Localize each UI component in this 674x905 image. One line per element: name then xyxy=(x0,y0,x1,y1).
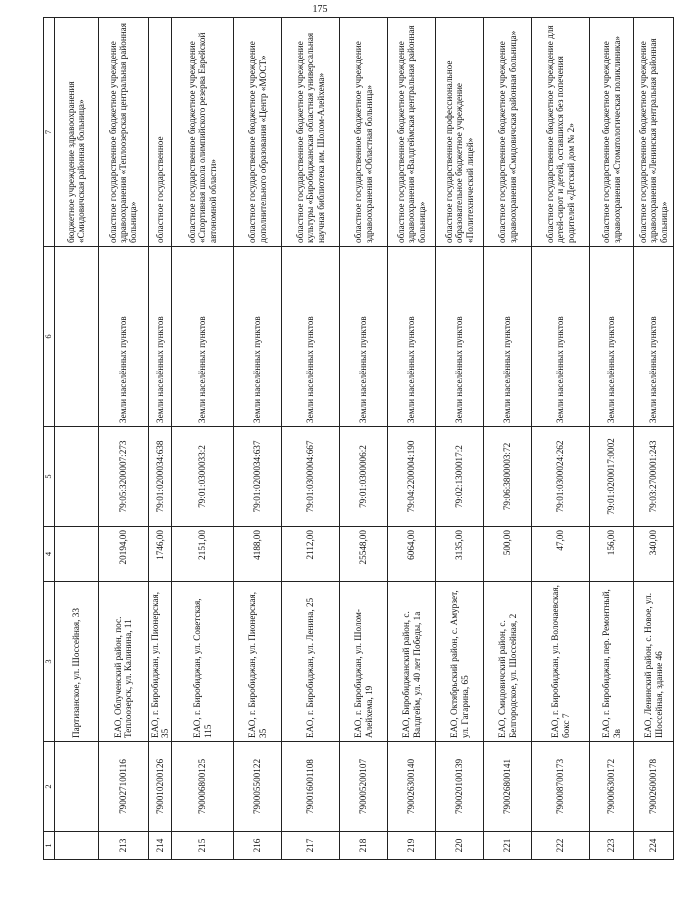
cell-number: 219 xyxy=(388,832,436,860)
table-row xyxy=(388,18,436,860)
cell-address: ЕАО, Облученский район, пос. Теплоозерск, ул. Калинина, 11 xyxy=(98,582,148,742)
cell-code: 790020100139 xyxy=(436,742,484,832)
cell-address: ЕАО, г. Биробиджан, ул. Шолом-Алейхема, 19 xyxy=(340,582,388,742)
cell-cadastral: 79:01:0300006:2 xyxy=(340,427,388,527)
cell-number: 213 xyxy=(98,832,148,860)
cell-area: 6064,00 xyxy=(388,527,436,582)
table-row xyxy=(532,18,590,860)
continuation-row xyxy=(54,18,98,860)
cell-area: 2112,00 xyxy=(282,527,340,582)
cell-land-category: Земли населённых пунктов xyxy=(484,247,532,427)
cell-organization: областное государственное бюджетное учреждение для детей-сирот и детей, оставшихся без попечения родителей «Детский дом № 2» xyxy=(532,18,590,247)
cell-number: 215 xyxy=(172,832,234,860)
cell-cadastral: 79:02:1300017:2 xyxy=(436,427,484,527)
page-number: 175 xyxy=(312,4,328,15)
cell-area xyxy=(54,527,98,582)
cell-area: 1746,00 xyxy=(148,527,172,582)
cell-land-category: Земли населённых пунктов xyxy=(148,247,172,427)
cell-address: ЕАО, г. Биробиджан, пер. Ремонтный, 3в xyxy=(590,582,634,742)
table-row xyxy=(98,18,148,860)
cell-code: 790005200107 xyxy=(340,742,388,832)
cell-address: ЕАО, г. Биробиджан, ул. Пионерская, 35 xyxy=(234,582,282,742)
cell-code xyxy=(54,742,98,832)
cell-area: 500,00 xyxy=(484,527,532,582)
cell-area: 3135,00 xyxy=(436,527,484,582)
cell-code: 790010200126 xyxy=(148,742,172,832)
cell-land-category: Земли населённых пунктов xyxy=(634,247,674,427)
cell-address: ЕАО, г. Биробиджан, ул. Пионерская, 35 xyxy=(148,582,172,742)
cell-cadastral: 79:01:0200034:638 xyxy=(148,427,172,527)
cell-number: 218 xyxy=(340,832,388,860)
table-row xyxy=(340,18,388,860)
column-header-3: 3 xyxy=(44,582,55,742)
table-row xyxy=(436,18,484,860)
column-number-row xyxy=(44,18,55,860)
registry-table xyxy=(43,17,674,860)
cell-code: 790026800141 xyxy=(484,742,532,832)
cell-cadastral: 79:01:0300024:262 xyxy=(532,427,590,527)
cell-cadastral: 79:01:0300004:667 xyxy=(282,427,340,527)
cell-cadastral: 79:01:0200017:0002 xyxy=(590,427,634,527)
cell-area: 340,00 xyxy=(634,527,674,582)
cell-cadastral: 79:01:0200034:637 xyxy=(234,427,282,527)
cell-number: 217 xyxy=(282,832,340,860)
cell-address: ЕАО, г. Биробиджан, ул. Советская, 115 xyxy=(172,582,234,742)
cell-area: 20194,00 xyxy=(98,527,148,582)
cell-address: ЕАО, г. Биробиджан, ул. Ленина, 25 xyxy=(282,582,340,742)
cell-land-category: Земли населённых пунктов xyxy=(234,247,282,427)
cell-code: 790026300140 xyxy=(388,742,436,832)
cell-organization: областное государственное бюджетное учреждение здравоохранения «Смидовичская районная больница» xyxy=(484,18,532,247)
cell-number: 224 xyxy=(634,832,674,860)
cell-area: 2151,00 xyxy=(172,527,234,582)
rotated-page-content xyxy=(43,18,669,860)
table-row xyxy=(234,18,282,860)
cell-cadastral: 79:06:3800003:72 xyxy=(484,427,532,527)
cell-organization: областное государственное бюджетное учреждение дополнительного образования «Центр «МОСТ» xyxy=(234,18,282,247)
cell-cadastral: 79:01:0300033:2 xyxy=(172,427,234,527)
cell-number: 214 xyxy=(148,832,172,860)
cell-address: ЕАО, Биробиджанский район, с. Валдгейм, ул. 40 лет Победы, 1а xyxy=(388,582,436,742)
cell-organization: бюджетное учреждение здравоохранения «Смидовичская районная больница» xyxy=(54,18,98,247)
table-row xyxy=(282,18,340,860)
cell-code: 790016001108 xyxy=(282,742,340,832)
cell-code: 790026000178 xyxy=(634,742,674,832)
cell-number: 221 xyxy=(484,832,532,860)
cell-cadastral xyxy=(54,427,98,527)
cell-number xyxy=(54,832,98,860)
cell-land-category: Земли населённых пунктов xyxy=(532,247,590,427)
cell-land-category xyxy=(54,247,98,427)
column-header-5: 5 xyxy=(44,427,55,527)
table-row xyxy=(590,18,634,860)
cell-code: 790005500122 xyxy=(234,742,282,832)
cell-organization: областное государственное профессиональное образовательное бюджетное учреждение «Политехнический лицей» xyxy=(436,18,484,247)
cell-land-category: Земли населённых пунктов xyxy=(282,247,340,427)
column-header-6: 6 xyxy=(44,247,55,427)
cell-organization: областное государственное бюджетное учреждение здравоохранения «Валдгеймская центральная районная больница» xyxy=(388,18,436,247)
cell-organization: областное государственное бюджетное учреждение здравоохранения «Областная больница» xyxy=(340,18,388,247)
cell-organization: областное государственное бюджетное учреждение культуры «Биробиджанская областная универсальная научная библиотека им. Шолом-Алейхема» xyxy=(282,18,340,247)
cell-cadastral: 79:05:3200007:273 xyxy=(98,427,148,527)
column-header-1: 1 xyxy=(44,832,55,860)
cell-address: ЕАО, Октябрьский район, с. Амурзет, ул. Гагарина, 65 xyxy=(436,582,484,742)
cell-number: 223 xyxy=(590,832,634,860)
table-row xyxy=(634,18,674,860)
cell-number: 220 xyxy=(436,832,484,860)
cell-code: 790008700173 xyxy=(532,742,590,832)
cell-land-category: Земли населённых пунктов xyxy=(172,247,234,427)
cell-land-category: Земли населённых пунктов xyxy=(98,247,148,427)
cell-area: 25548,00 xyxy=(340,527,388,582)
table-row xyxy=(148,18,172,860)
cell-address: ЕАО, Смидовичский район, с. Белгородское, ул. Шоссейная, 2 xyxy=(484,582,532,742)
cell-organization: областное государственное бюджетное учреждение здравоохранения «Ленинская центральная районная больница» xyxy=(634,18,674,247)
cell-area: 47,00 xyxy=(532,527,590,582)
cell-code: 790027100116 xyxy=(98,742,148,832)
cell-cadastral: 79:04:2200004:190 xyxy=(388,427,436,527)
column-header-4: 4 xyxy=(44,527,55,582)
cell-area: 156,00 xyxy=(590,527,634,582)
cell-cadastral: 79:03:2700001:243 xyxy=(634,427,674,527)
cell-organization: областное государственное xyxy=(148,18,172,247)
column-header-7: 7 xyxy=(44,18,55,247)
table-row xyxy=(172,18,234,860)
cell-code: 790006800125 xyxy=(172,742,234,832)
cell-land-category: Земли населённых пунктов xyxy=(436,247,484,427)
cell-number: 222 xyxy=(532,832,590,860)
cell-area: 4188,00 xyxy=(234,527,282,582)
cell-address: Партизанское, ул. Шоссейная, 33 xyxy=(54,582,98,742)
cell-land-category: Земли населённых пунктов xyxy=(388,247,436,427)
cell-organization: областное государственное бюджетное учреждение здравоохранения «Стоматологическая поликлиника» xyxy=(590,18,634,247)
cell-address: ЕАО, г. Биробиджан, ул. Волочаевская, бокс 7 xyxy=(532,582,590,742)
cell-number: 216 xyxy=(234,832,282,860)
cell-land-category: Земли населённых пунктов xyxy=(590,247,634,427)
cell-organization: областное государственное бюджетное учреждение здравоохранения «Теплоозерская центральная районная больница» xyxy=(98,18,148,247)
column-header-2: 2 xyxy=(44,742,55,832)
cell-code: 790006300172 xyxy=(590,742,634,832)
cell-address: ЕАО, Ленинский район, с. Новое, ул. Шоссейная, здание 46 xyxy=(634,582,674,742)
table-row xyxy=(484,18,532,860)
cell-land-category: Земли населённых пунктов xyxy=(340,247,388,427)
cell-organization: областное государственное бюджетное учреждение «Спортивная школа олимпийского резерва Еврейской автономной области» xyxy=(172,18,234,247)
